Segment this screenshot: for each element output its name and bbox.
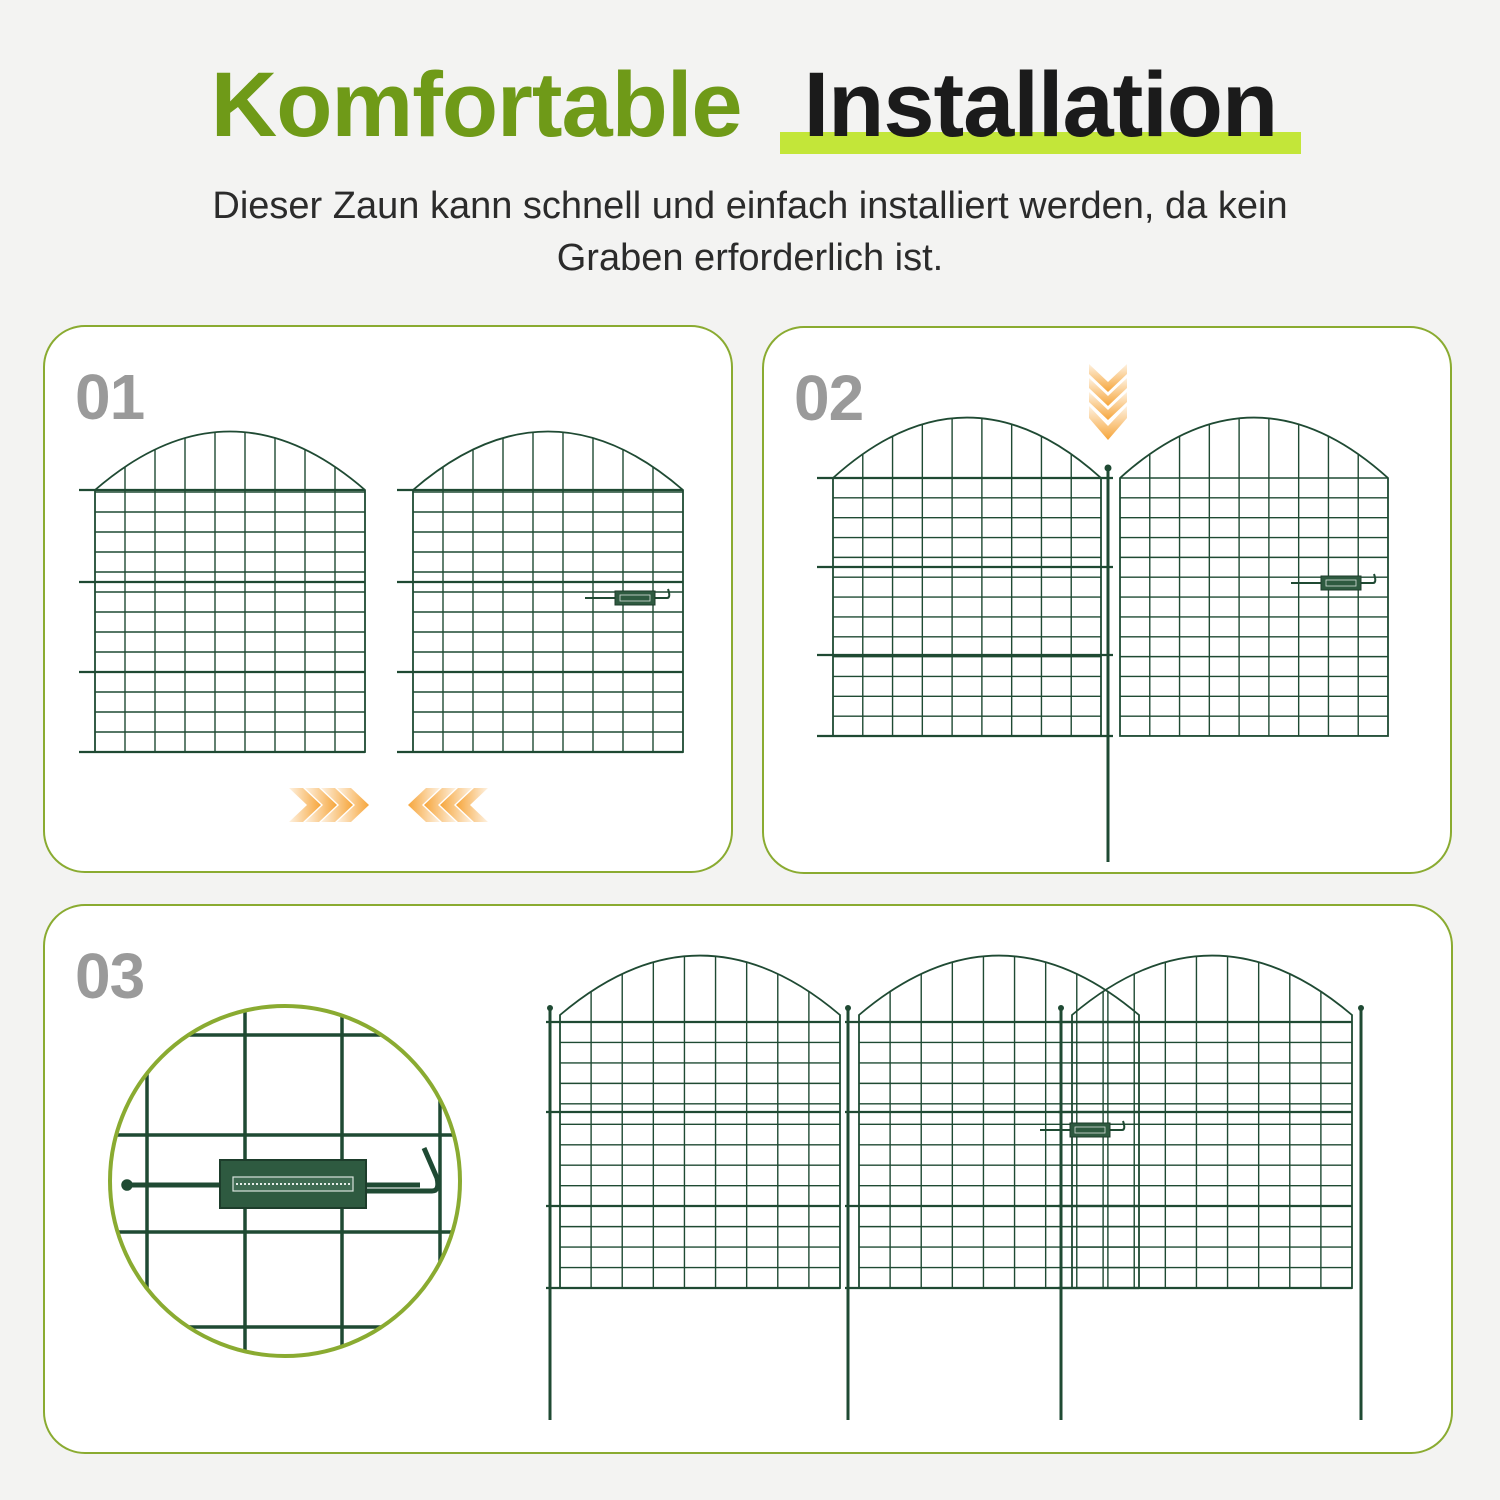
arrow-left-icon (408, 788, 488, 822)
subtitle-line1: Dieser Zaun kann schnell und einfach installiert werden, da kein (212, 185, 1288, 227)
headline-part2: Installation (792, 50, 1290, 160)
headline-part1: Komfortable (210, 54, 742, 156)
fence-panel (546, 944, 840, 1288)
fence-post (1358, 1005, 1364, 1420)
magnifier-detail (90, 1000, 480, 1360)
fence-post (1058, 1005, 1064, 1420)
arrow-right-icon (289, 788, 369, 822)
fence-post (845, 1005, 851, 1420)
step-number-1: 01 (75, 361, 145, 433)
fence-panel (1120, 406, 1388, 736)
step-number-2: 02 (794, 362, 864, 434)
fence-post (547, 1005, 553, 1420)
fence-panel (817, 406, 1113, 736)
fence-panel (845, 944, 1139, 1288)
fence-panel (397, 420, 683, 752)
fence-post (1105, 465, 1111, 862)
fence-panel (79, 420, 365, 752)
fence-panel (1040, 944, 1352, 1288)
arrow-down-icon (1089, 364, 1127, 440)
step-number-3: 03 (75, 940, 145, 1012)
subtitle-line2: Graben erforderlich ist. (556, 237, 944, 279)
